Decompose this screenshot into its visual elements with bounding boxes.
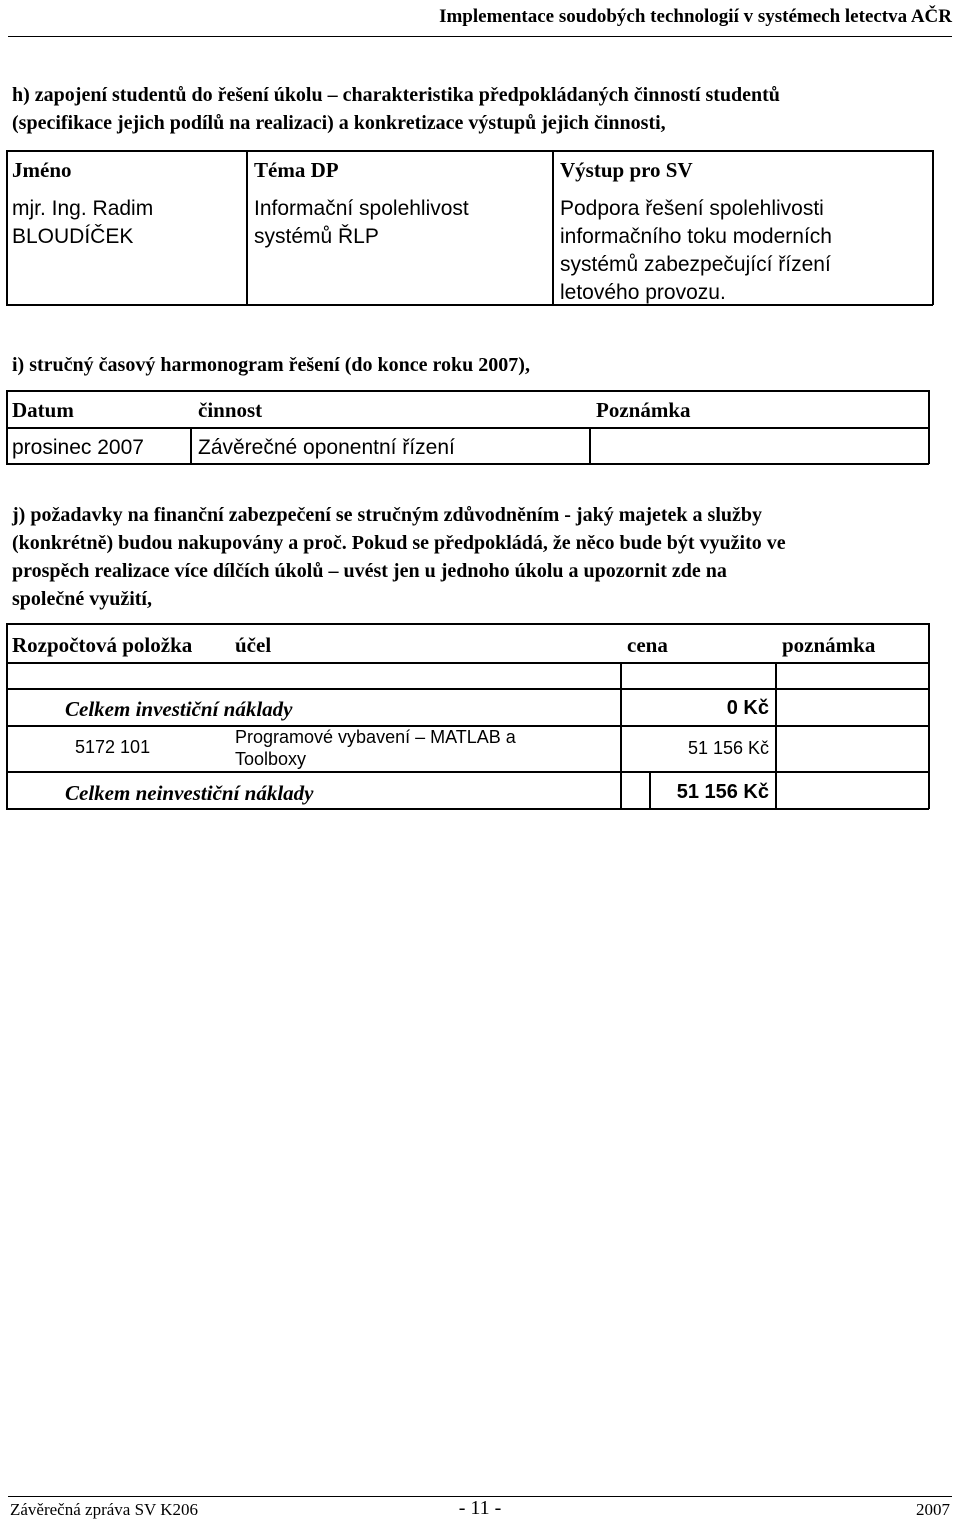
budget-table-rule bbox=[6, 662, 929, 664]
section-j-line: společné využití, bbox=[12, 588, 152, 610]
footer-left: Závěrečná zpráva SV K206 bbox=[10, 1500, 199, 1519]
budget-table-rule bbox=[6, 623, 929, 625]
budget-header-purpose: účel bbox=[235, 633, 272, 657]
budget-header-price: cena bbox=[627, 633, 668, 657]
schedule-header-activity: činnost bbox=[198, 398, 263, 422]
schedule-table-rule bbox=[190, 427, 192, 464]
footer-right: 2007 bbox=[916, 1500, 950, 1519]
invest-total-label: Celkem investiční náklady bbox=[65, 697, 293, 721]
budget-table-rule bbox=[6, 623, 8, 809]
noninvest-total-label: Celkem neinvestiční náklady bbox=[65, 781, 314, 805]
student-name-line: BLOUDÍČEK bbox=[12, 225, 134, 248]
student-output-line: informačního toku moderních bbox=[560, 225, 832, 248]
header-rule bbox=[8, 36, 952, 37]
student-output bbox=[560, 195, 832, 307]
students-header-name: Jméno bbox=[12, 158, 72, 182]
students-table-rule bbox=[932, 150, 934, 305]
students-table-rule bbox=[246, 150, 248, 305]
section-i-heading: i) stručný časový harmonogram řešení (do konce roku 2007), bbox=[12, 354, 530, 376]
budget-header-item: Rozpočtová položka bbox=[12, 633, 193, 657]
student-topic bbox=[254, 195, 469, 251]
budget-header-note: poznámka bbox=[782, 633, 876, 657]
running-header bbox=[0, 6, 960, 28]
section-h-heading bbox=[12, 81, 947, 137]
student-output-line: letového provozu. bbox=[560, 281, 726, 304]
section-j-text bbox=[12, 501, 947, 613]
schedule-table-rule bbox=[589, 427, 591, 464]
section-j-line: prospěch realizace více dílčích úkolů – uvést jen u jednoho úkolu a upozornit zde na bbox=[12, 560, 727, 582]
budget-item-price: 51 156 Kč bbox=[687, 738, 769, 758]
budget-table-rule bbox=[6, 771, 929, 773]
section-h-heading-line2: (specifikace jejich podílů na realizaci) a konkretizace výstupů jejich činnosti, bbox=[12, 112, 666, 134]
schedule-header-note: Poznámka bbox=[596, 398, 691, 422]
schedule-table-rule bbox=[6, 427, 929, 429]
budget-table-rule bbox=[620, 662, 622, 810]
schedule-table-rule bbox=[6, 463, 929, 465]
student-output-line: systémů zabezpečující řízení bbox=[560, 253, 831, 276]
student-output-line: Podpora řešení spolehlivosti bbox=[560, 197, 824, 220]
running-header-title: Implementace soudobých technologií v systémech letectva AČR bbox=[439, 6, 952, 27]
student-topic-line: systémů ŘLP bbox=[254, 225, 379, 248]
budget-item-purpose-line: Toolboxy bbox=[235, 749, 307, 769]
schedule-table-rule bbox=[6, 390, 929, 392]
section-j-line: (konkrétně) budou nakupovány a proč. Pokud se předpokládá, že něco bude být využito ve bbox=[12, 532, 786, 554]
students-header-topic: Téma DP bbox=[254, 158, 339, 182]
section-j-line: j) požadavky na finanční zabezpečení se stručným zdůvodněním - jaký majetek a služby bbox=[12, 504, 763, 526]
budget-table-rule bbox=[6, 808, 929, 810]
student-name-line: mjr. Ing. Radim bbox=[12, 197, 154, 220]
budget-table-rule bbox=[6, 688, 929, 690]
students-table-rule bbox=[552, 150, 554, 305]
schedule-header-date: Datum bbox=[12, 398, 74, 422]
page-number: - 11 - bbox=[458, 1497, 502, 1519]
noninvest-total-value: 51 156 Kč bbox=[676, 781, 769, 803]
student-topic-line: Informační spolehlivost bbox=[254, 197, 469, 220]
budget-item-purpose bbox=[235, 726, 516, 770]
student-name bbox=[12, 195, 153, 251]
budget-item-code: 5172 101 bbox=[75, 737, 151, 757]
schedule-table-rule bbox=[928, 390, 930, 464]
budget-item-purpose-line: Programové vybavení – MATLAB a bbox=[235, 727, 516, 747]
students-table-rule bbox=[6, 150, 8, 305]
budget-table-rule bbox=[775, 662, 777, 810]
section-h-heading-line1: h) zapojení studentů do řešení úkolu – charakteristika předpokládaných činností studentů bbox=[12, 84, 780, 106]
students-header-output: Výstup pro SV bbox=[560, 158, 693, 182]
schedule-table-rule bbox=[6, 390, 8, 464]
schedule-date: prosinec 2007 bbox=[12, 436, 144, 459]
invest-total-value: 0 Kč bbox=[726, 697, 769, 719]
budget-table-rule bbox=[928, 623, 930, 809]
schedule-activity: Závěrečné oponentní řízení bbox=[198, 436, 455, 459]
students-table-rule bbox=[6, 150, 933, 152]
